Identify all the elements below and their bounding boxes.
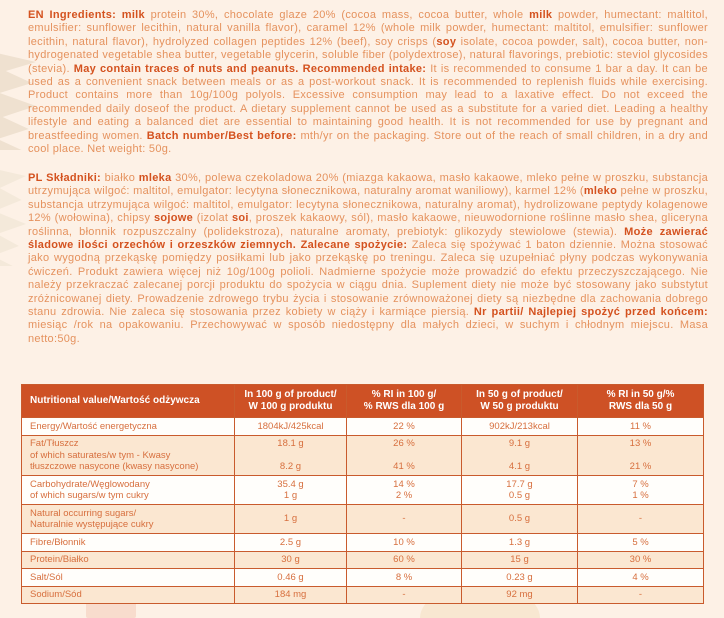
cell-line: 18.1 g (277, 438, 304, 449)
cell-line: 14 % (393, 478, 415, 490)
ingredients-en-paragraph (28, 9, 708, 156)
value-cell (578, 551, 704, 569)
text-segment: isolate, cocoa powder, salt), cocoa butter, non- hydrogenated vegetable shea butter, vegetable glycerin, soluble fiber (polydextrose), natural flavorings, prebiotic: steviol glycosides (stevia). (28, 35, 709, 75)
text-segment: Zaleca się spożywać 1 baton dziennie. Można stosować jako wygodną przekąskę pomiędzy posiłkami lub jako przekąskę po treningu. Zaleca się uzupełniać płyny podczas wykonywania ćwiczeń. Produkt zawiera więcej niż 10g/100g polioli. Nadmierne spożycie może prowadzić do efektu przeczyszczającego. Nie należy przekraczać zalecanej porcji produktu do spożycia w ciągu dnia. Suplement diety nie może być stosowany jako substytut zróżnicowanej diety. Prowadzenie zdrowego trybu życia i stosowanie zrównoważonej diety są niezbędne dla zachowania dobrego stanu zdrowia. Nie zaleca się stosowania przez kobiety w ciąży i karmiące piersią. (28, 239, 708, 319)
table-header-cell (235, 385, 347, 418)
text-segment: (izolat (193, 212, 232, 225)
cell-line: W 100 g produktu (248, 401, 333, 412)
row-label-cell (22, 476, 235, 505)
cell-line (468, 450, 571, 462)
value-cell (462, 476, 578, 505)
cell-line: 5 % (632, 536, 649, 548)
value-cell (462, 569, 578, 587)
cell-line: Salt/Sól (30, 571, 63, 583)
cell-line: - (402, 513, 406, 525)
cell-line: 1804kJ/425kcal (257, 420, 324, 432)
row-label-cell (22, 551, 235, 569)
cell-line: Carbohydrate/Węglowodany (30, 478, 150, 490)
row-label-cell (22, 569, 235, 587)
cell-line: 8.2 g (279, 461, 302, 472)
cell-line: W 50 g produktu (480, 401, 559, 412)
text-segment-bold: milk (121, 9, 145, 21)
table-row (22, 586, 704, 604)
text-segment-bold: soy (436, 35, 457, 48)
row-label-cell (22, 418, 235, 436)
cell-line: 0.5 g (508, 490, 531, 501)
text-segment: miesiąc /rok na opakowaniu. Przechowywać w sposób niedostępny dla małych dzieci, w suchym i chłodnym miejscu. Masa netto:50g. (28, 319, 708, 345)
cell-line: 902kJ/213kcal (489, 420, 550, 432)
value-cell (462, 586, 578, 604)
value-cell (462, 551, 578, 569)
cell-line: - (638, 589, 643, 600)
cell-line: 30 g (281, 554, 300, 565)
cell-line: 1 g (283, 513, 298, 525)
cell-line: 4.1 g (508, 461, 531, 472)
text-segment-bold: mleko (583, 185, 618, 198)
cell-line: of which saturates/w tym - Kwasy (30, 449, 171, 461)
text-segment-bold: Nr partii/ Najlepiej spożyć przed końcem: (473, 306, 708, 319)
text-segment-bold: milk (529, 9, 553, 21)
cell-line: Naturalnie występujące cukry (30, 519, 154, 530)
value-cell (235, 586, 347, 604)
text-segment-bold: May contain traces of nuts and peanuts. Recommended intake: (73, 62, 427, 75)
cell-line: Sodium/Sód (30, 589, 82, 600)
value-cell (235, 551, 347, 569)
cell-line: tłuszczowe nasycone (kwasy nasycone) (30, 461, 199, 472)
cell-line: Protein/Białko (30, 554, 89, 565)
value-cell (347, 586, 462, 604)
cell-line: 11 % (630, 420, 651, 432)
cell-line: 2 % (395, 490, 413, 501)
cell-line: In 50 g of product/ (476, 389, 563, 400)
cell-line: 9.1 g (508, 438, 531, 449)
table-header-row (22, 385, 704, 418)
value-cell (462, 505, 578, 534)
value-cell (347, 435, 462, 476)
value-cell (347, 569, 462, 587)
value-cell (347, 534, 462, 552)
cell-line: 22 % (393, 420, 415, 432)
table-row (22, 435, 704, 476)
cell-line: 1.3 g (508, 536, 531, 548)
ingredients-pl-paragraph (28, 172, 708, 346)
cell-line: % RI in 50 g/% (606, 389, 675, 400)
cell-line: of which sugars/w tym cukry (30, 490, 149, 501)
value-cell (235, 569, 347, 587)
cell-line (241, 450, 340, 462)
cell-line: 13 % (629, 438, 652, 449)
text-segment: pełne w proszku, substancja utrzymująca wilgoć: maltitol, emulgator: lecytyna słonecznikowa, naturalny aromat), hydrolizowane peptydy kolagenowe 12% (wołowina), chipsy (28, 185, 708, 225)
text-segment-bold: PL Składniki: (28, 172, 105, 184)
table-header-cell (22, 385, 235, 418)
text-segment-bold: Batch number/Best before: (146, 129, 297, 142)
cell-line: Energy/Wartość energetyczna (30, 420, 157, 432)
cell-line: 92 mg (506, 589, 533, 600)
text-segment: białko (104, 172, 139, 184)
cell-line: 60 % (393, 554, 415, 565)
cell-line: 10 % (393, 536, 415, 548)
cell-line: - (402, 589, 406, 600)
text-segment-bold: sojowe (153, 212, 194, 225)
text-segment: mth/yr on the packaging. Store out of the reach of small children, in a dry and cool place. Net weight: 50g. (28, 129, 708, 156)
text-segment-bold: mleka (138, 172, 172, 184)
cell-line: 0.5 g (508, 513, 531, 525)
cell-line (353, 450, 455, 462)
cell-line: 35.4 g (277, 478, 304, 490)
table-row (22, 505, 704, 534)
value-cell (462, 418, 578, 436)
table-row (22, 476, 704, 505)
table-row (22, 569, 704, 587)
value-cell (347, 418, 462, 436)
cell-line: 26 % (393, 438, 415, 449)
value-cell (235, 435, 347, 476)
cell-line: 8 % (395, 571, 413, 583)
table-header-cell (462, 385, 578, 418)
cell-line (584, 450, 697, 462)
row-label-cell (22, 435, 235, 476)
decor-crinkle-shape-mid-left (0, 166, 26, 266)
value-cell (462, 435, 578, 476)
value-cell (347, 505, 462, 534)
value-cell (235, 476, 347, 505)
text-segment-bold: Może zawierać śladowe ilości orzechów i orzeszków ziemnych. Zalecane spożycie: (28, 225, 708, 252)
table-header-cell (578, 385, 704, 418)
value-cell (235, 534, 347, 552)
row-label-cell (22, 505, 235, 534)
value-cell (347, 551, 462, 569)
value-cell (578, 569, 704, 587)
text-segment-bold: soi (231, 212, 249, 225)
cell-line: 1 % (632, 490, 649, 501)
nutrition-table-head (22, 385, 704, 418)
cell-line: 7 % (632, 478, 649, 490)
row-label-cell (22, 534, 235, 552)
cell-line: 15 g (510, 554, 529, 565)
text-segment: It is recommended to consume 1 bar a day. It can be used as a convenient snack between meals or as a post-workout snack. It is recommended to replenish fluids while exercising. Product contains more than 10g/100g polyols. Excessive consumption may lead to a laxative effect. Do not exceed the recommended daily doseof the product. A dietary supplement cannot be used as a substitute for a varied diet. Leading a healthy lifestyle and eating a balanced diet are essential to maintaining good health. It is not recommended for use by pregnant and breastfeeding women. (28, 62, 708, 142)
value-cell (578, 418, 704, 436)
value-cell (578, 435, 704, 476)
cell-line: Nutritional value/Wartość odżywcza (30, 395, 200, 406)
cell-line: 184 mg (274, 589, 307, 600)
table-row (22, 551, 704, 569)
cell-line: 17.7 g (506, 478, 533, 490)
cell-line: Fat/Tłuszcz (30, 438, 79, 449)
value-cell (235, 505, 347, 534)
cell-line: Natural occurring sugars/ (30, 507, 137, 519)
cell-line: 1 g (283, 490, 298, 501)
cell-line: 21 % (629, 461, 652, 472)
cell-line: - (638, 513, 643, 525)
value-cell (347, 476, 462, 505)
table-header-cell (347, 385, 462, 418)
row-label-cell (22, 586, 235, 604)
cell-line: Fibre/Błonnik (30, 536, 86, 548)
cell-line: % RWS dla 100 g (363, 401, 445, 412)
cell-line: 4 % (632, 571, 649, 583)
value-cell (578, 534, 704, 552)
text-segment: , proszek kakaowy, sól), masło kakaowe, nieuwodornione roślinne masło shea, gliceryna roślinna, błonnik rozpuszczalny (polidekstroza), naturalne aromaty, prebiotyk: glikozydy stewiolowe (stewia). (28, 212, 709, 238)
value-cell (578, 586, 704, 604)
cell-line: 0.46 g (277, 571, 304, 583)
nutrition-table-body (22, 418, 704, 604)
cell-line: % RI in 100 g/ (371, 389, 437, 400)
value-cell (578, 476, 704, 505)
value-cell (578, 505, 704, 534)
text-segment: 30%, polewa czekoladowa 20% (miazga kakaowa, masło kakaowe, mleko pełne w proszku, substancja utrzymująca wilgoć: maltitol, emulgator: lecytyna słonecznikowa, naturalny aromat waniliowy), karmel 12% ( (28, 172, 708, 198)
cell-line: 30 % (629, 554, 652, 565)
text-segment: protein 30%, chocolate glaze 20% (cocoa mass, cocoa butter, whole (144, 9, 530, 21)
cell-line: 0.23 g (506, 571, 533, 583)
value-cell (235, 418, 347, 436)
cell-line: 41 % (393, 461, 415, 472)
cell-line: In 100 g of product/ (244, 389, 337, 400)
text-segment-bold: EN Ingredients: (28, 9, 122, 21)
table-row (22, 534, 704, 552)
nutrition-table (21, 384, 704, 604)
text-segment: powder, humectant: maltitol, emulsifier: sunflower lecithin, natural vanilla flavor), caramel 12% (whole milk powder, humectant: maltitol, emulsifier: sunflower lecithin, natural flavor), hydrolyzed collagen peptides 12% (beef), soy crisps ( (28, 9, 708, 48)
value-cell (462, 534, 578, 552)
cell-line: 2.5 g (279, 536, 302, 548)
cell-line: RWS dla 50 g (608, 401, 673, 412)
table-row (22, 418, 704, 436)
